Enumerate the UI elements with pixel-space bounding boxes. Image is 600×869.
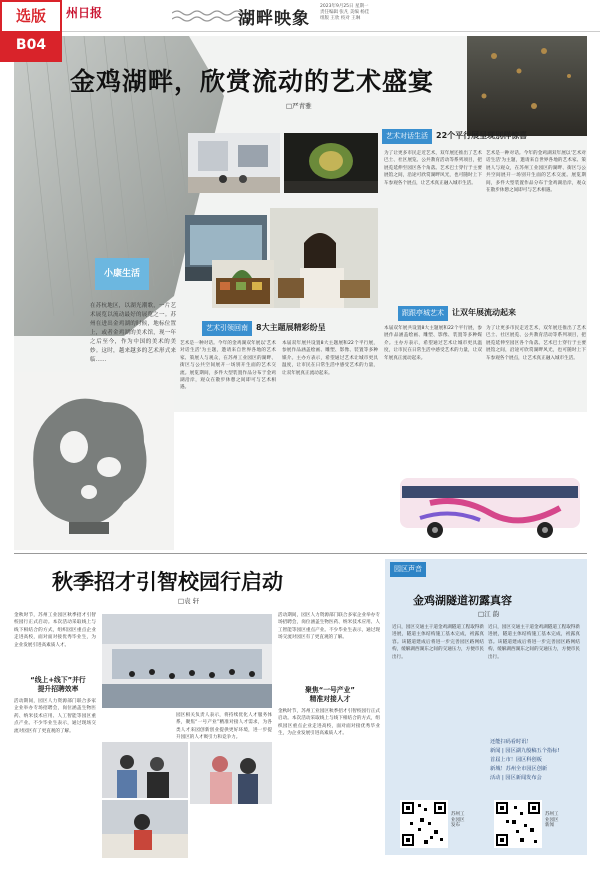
- paper-name: 州日报: [66, 6, 103, 20]
- job-fair-photo-3: [102, 800, 188, 858]
- banner-text: 8大主题展精彩纷呈: [256, 323, 326, 332]
- lead-column-4: 艺术是一种对话。今年的金鸡湖双年展以'艺术对话生活'为主题，邀请来自世界各地的艺术家、策展人与观众，在苏州工业园区的湖畔、街区与公共空间展开一场别开生面的艺术交流。展览期间，多件大型装置作品分布于金鸡湖沿岸，观众在散步休憩之间即可与艺术相遇。: [486, 151, 586, 194]
- section-title: 湖畔映象: [238, 9, 310, 29]
- box-byline: □江 韵: [478, 610, 500, 618]
- section-divider: [14, 553, 587, 554]
- lead-banner-3: [398, 305, 516, 320]
- banner-chip: 艺术引领回南: [202, 321, 252, 336]
- box-promo-list: 还能扫码看时讯！ 新闻 | 园区湖九般稿五个指标! 首届上市！园区科创板 新城！苏州全市园区创新 活动 | 园区新闻发布会: [490, 739, 560, 781]
- second-column-2: 活动期间，园区人力资源部门联合多家企业举办专场招聘会，岗位涵盖生物医药、纳米技术应用、人工智能等园区重点产业。不少毕业生表示，通过现场交流对园区有了更直观的了解。: [14, 699, 96, 734]
- qr-icon: [494, 800, 542, 848]
- box-chip: [390, 561, 430, 576]
- exhibition-photo-5: [212, 260, 274, 308]
- masthead: [62, 0, 600, 32]
- second-column-1: 金秋时节，苏州工业园区秋季招才引智校园行正式启动。本次活动采取线上与线下相结合的方式，组织园区重点企业走进高校，面对面对接优秀毕业生，为企业发展引进高素质人才。: [14, 613, 96, 648]
- banner-chip: 跟跟亭城艺术: [398, 306, 448, 321]
- masthead-meta: 2023年9月25日 星期一 责任编辑 张凡 美编 杨佳 组版 王欣 校对 王琳: [320, 4, 370, 21]
- exhibition-photo-1: [188, 133, 280, 193]
- sculpture-photo: [14, 372, 174, 550]
- qr-caption-2: 苏州工业园区新闻: [545, 812, 559, 828]
- second-byline: □袁 轩: [178, 597, 200, 605]
- exhibition-photo-4: [270, 208, 378, 308]
- box-headline: 金鸡湖隧道初露真容: [413, 594, 512, 607]
- second-subhead: “线上+线下”并行 提升招聘效率: [30, 676, 86, 693]
- job-fair-photo-2: [102, 742, 188, 798]
- box-body-1: 近日，园区交通主干道金鸡湖隧道工程取得新进展，隧道主体结构施工基本完成，初露真容。该隧道建成后将进一步完善园区路网结构，缓解湖西湖东之间的交通压力，方便市民出行。: [392, 625, 484, 660]
- banner-chip: 园区声音: [390, 562, 426, 577]
- box-body-2: 近日，园区交通主干道金鸡湖隧道工程取得新进展，隧道主体结构施工基本完成，初露真容。该隧道建成后将进一步完善园区路网结构，缓解湖西湖东之间的交通压力，方便市民出行。: [488, 625, 580, 660]
- page-tag-number: B04: [2, 31, 60, 60]
- lead-banner-1: [382, 128, 527, 143]
- lead-column-3: 为了让更多市民走近艺术，双年展还推出了艺术巴士、社区展览、公共教育活动等系列项目，把展览延伸至园区各个角落。艺术巴士穿行于主要展馆之间，沿途可欣赏湖畔风光，也可随时上下车参观各个展点，让艺术真正融入城市生活。: [384, 151, 482, 186]
- banner-chip: 艺术对话生活: [382, 129, 432, 144]
- job-fair-photo-1: [102, 614, 272, 708]
- exhibition-photo-2: [284, 133, 378, 193]
- lead-badge-photo: [95, 258, 149, 290]
- second-subhead-2: 聚焦“一号产业” 精准对接人才: [305, 686, 355, 703]
- lead-headline: 金鸡湖畔，欣赏流动的艺术盛宴: [70, 67, 435, 96]
- lead-byline: □严青雅: [286, 102, 312, 110]
- lead-badge-text: 小康生活: [103, 269, 140, 279]
- lead-column-6: 为了让更多市民走近艺术，双年展还推出了艺术巴士、社区展览、公共教育活动等系列项目，把展览延伸至园区各个角落。艺术巴士穿行于主要展馆之间，沿途可欣赏湖畔风光，也可随时上下车参观各个展点，让艺术真正融入城市生活。: [486, 326, 586, 361]
- qr-code-2[interactable]: [494, 800, 542, 848]
- banner-text: 22个平行展呈现别样惊喜: [436, 131, 528, 140]
- page-tag: [0, 0, 62, 62]
- qr-caption-1: 苏州工业园区发布: [451, 812, 465, 828]
- sculpture-shape: [14, 372, 174, 550]
- art-bus-photo: [390, 458, 587, 546]
- job-fair-photo-4: [190, 742, 272, 804]
- lead-column-5: 本届双年展共设置8大主题展和22个平行展，参展作品涵盖绘画、雕塑、影像、装置等多种媒介。主办方表示，希望通过艺术让城市更具温度，让市民在日常生活中感受艺术的力量，让双年展真正流动起来。: [384, 326, 482, 361]
- lead-banner-2: [202, 320, 326, 335]
- second-column-4: 活动期间，园区人力资源部门联合多家企业举办专场招聘会，岗位涵盖生物医药、纳米技术应用、人工智能等园区重点产业。不少毕业生表示，通过现场交流对园区有了更直观的了解。: [278, 613, 380, 641]
- banner-text: 让双年展流动起来: [452, 308, 516, 317]
- lead-intro: 在苏杭地区，以湖光潮歌，一片艺术展览以流动最好的展览之一。苏州在进出金鸡湖的时候，地标位置上，或者金鸡湖的美术馆，现一年之后至今，作为中国的美术的美妙。这时，越来越多的艺术形式来临……: [90, 303, 176, 363]
- second-column-5: 金秋时节，苏州工业园区秋季招才引智校园行正式启动。本次活动采取线上与线下相结合的方式，组织园区重点企业走进高校，面对面对接优秀毕业生，为企业发展引进高素质人才。: [278, 709, 380, 737]
- second-headline: 秋季招才引智校园行启动: [52, 569, 283, 594]
- qr-icon: [400, 800, 448, 848]
- second-column-3: 园区相关负责人表示，将持续优化人才服务体系，聚焦“一号产业”精准对接人才需求，为各类人才来园创新创业提供更好环境，进一步提升园区的人才吸引力和竞争力。: [176, 713, 272, 741]
- lead-column-2: 本届双年展共设置8大主题展和22个平行展，参展作品涵盖绘画、雕塑、影像、装置等多种媒介。主办方表示，希望通过艺术让城市更具温度，让市民在日常生活中感受艺术的力量，让双年展真正流动起来。: [282, 341, 378, 376]
- lead-column-1: 艺术是一种对话。今年的金鸡湖双年展以'艺术对话生活'为主题，邀请来自世界各地的艺术家、策展人与观众，在苏州工业园区的湖畔、街区与公共空间展开一场别开生面的艺术交流。展览期间，多件大型装置作品分布于金鸡湖沿岸，观众在散步休憩之间即可与艺术相遇。: [180, 341, 276, 391]
- qr-code-1[interactable]: [400, 800, 448, 848]
- page-tag-top: 选版: [2, 2, 60, 31]
